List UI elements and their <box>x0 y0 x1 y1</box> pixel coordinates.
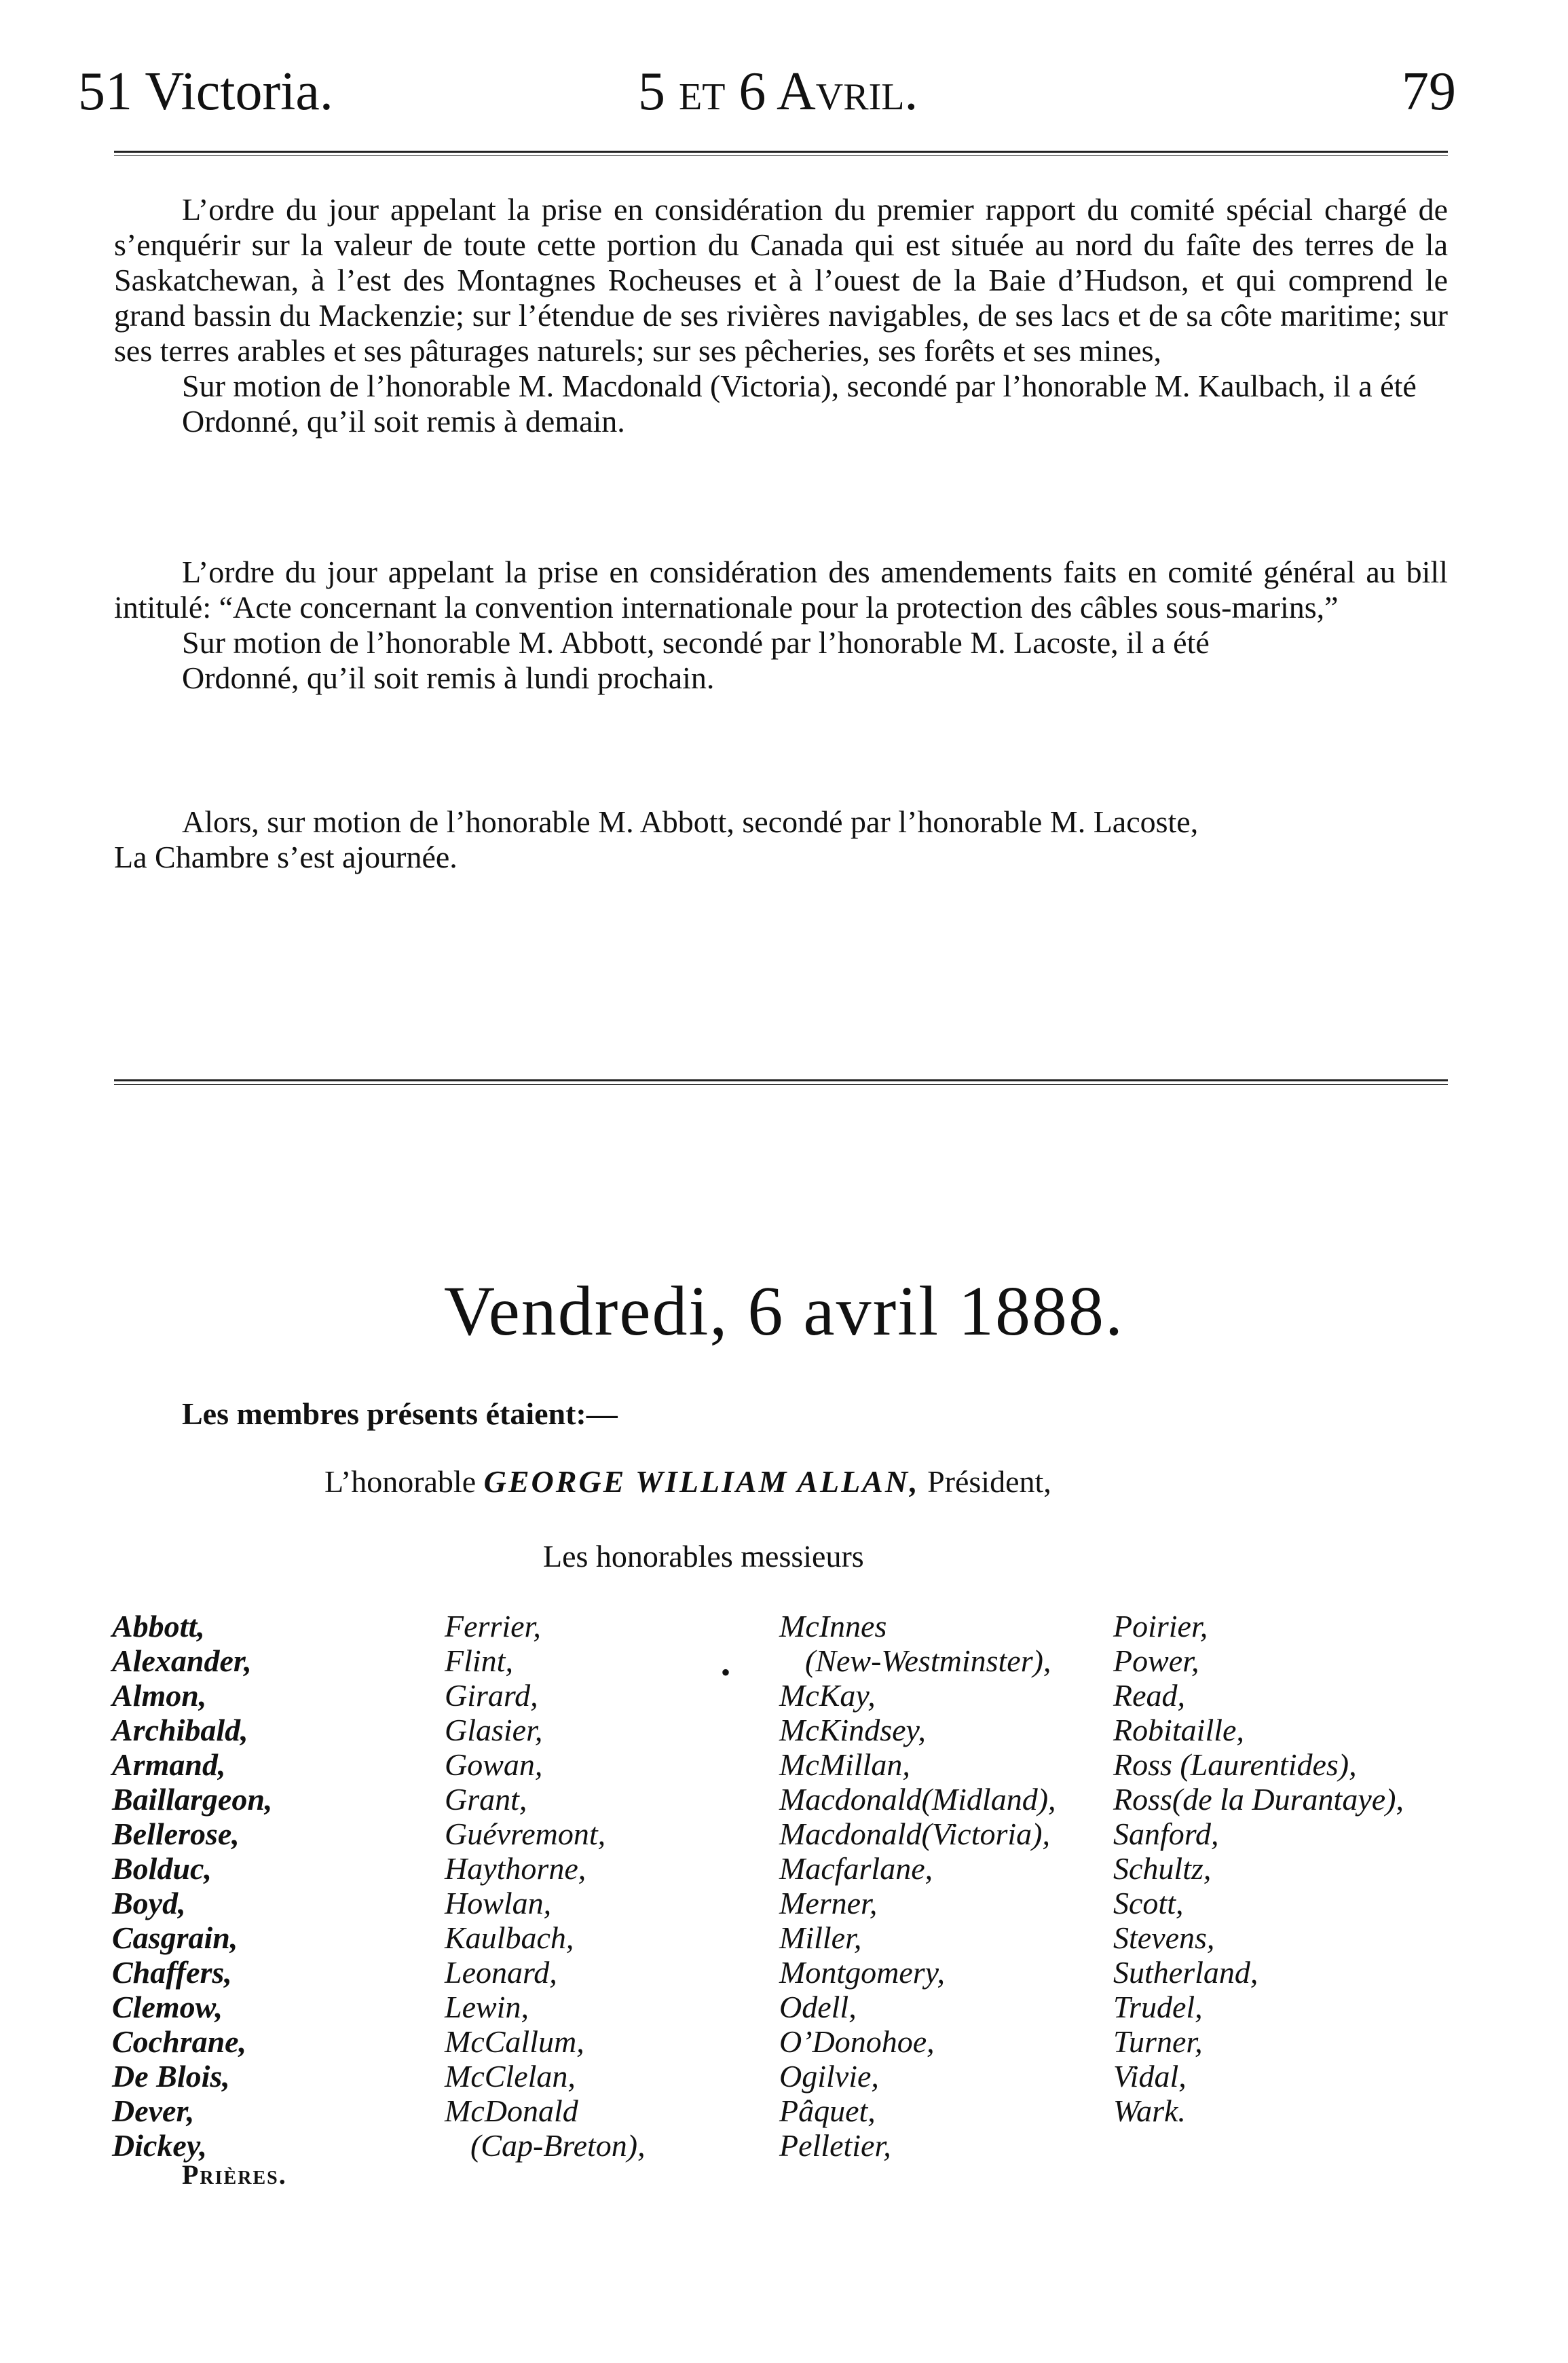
order-text: Ordonné, qu’il soit remis à lundi prochain. <box>182 660 715 695</box>
paragraph-body: L’ordre du jour appelant la prise en considération des amendements faits en comité général au bill intitulé: “Acte concernant la convention internationale pour la protection des câbles sous-marins,” <box>114 555 1448 625</box>
adjournment-result: La Chambre s’est ajournée. <box>114 840 458 874</box>
member-name: Stevens, <box>1113 1920 1215 1955</box>
member-name: Haythorne, <box>445 1851 586 1886</box>
member-name: McMillan, <box>779 1747 910 1782</box>
member-name: Abbott, <box>112 1609 205 1643</box>
member-name: Wark. <box>1113 2094 1186 2128</box>
member-name: Almon, <box>112 1678 207 1713</box>
member-name: De Blois, <box>112 2059 230 2094</box>
members-intro: Les membres présents étaient:— <box>182 1396 618 1431</box>
page-number: 79 <box>1402 62 1456 122</box>
member-name: Chaffers, <box>112 1955 232 1990</box>
president-prefix: L’honorable <box>324 1464 477 1499</box>
member-name: Boyd, <box>112 1886 186 1920</box>
session-label: 51 Victoria. <box>78 62 333 122</box>
stray-mark: • <box>721 1657 731 1688</box>
members-column-4 <box>1113 1609 1404 2128</box>
member-name: Alexander, <box>112 1643 252 1678</box>
section-divider <box>114 1079 1448 1085</box>
member-name: Merner, <box>779 1886 878 1920</box>
member-name: Archibald, <box>112 1713 248 1747</box>
member-name: Montgomery, <box>779 1955 946 1990</box>
member-name: Read, <box>1113 1678 1186 1713</box>
member-name: Scott, <box>1113 1886 1184 1920</box>
motion-text: Sur motion de l’honorable M. Abbott, secondé par l’honorable M. Lacoste, il a été <box>182 625 1210 660</box>
member-name: (New-Westminster), <box>805 1643 1051 1678</box>
member-name: Ogilvie, <box>779 2059 879 2094</box>
member-name: Baillargeon, <box>112 1782 273 1817</box>
member-name: Pâquet, <box>779 2094 876 2128</box>
motion-text: Sur motion de l’honorable M. Macdonald (Victoria), secondé par l’honorable M. Kaulbach, il a été <box>182 369 1417 403</box>
member-name: Glasier, <box>445 1713 543 1747</box>
member-name: Pelletier, <box>779 2128 891 2163</box>
session-date-heading: Vendredi, 6 avril 1888. <box>443 1272 1124 1350</box>
member-name: Guévremont, <box>445 1817 606 1851</box>
president-line <box>324 1466 1051 1497</box>
member-name: Cochrane, <box>112 2024 247 2059</box>
member-name: Girard, <box>445 1678 538 1713</box>
member-name: Kaulbach, <box>445 1920 574 1955</box>
president-name: GEORGE WILLIAM ALLAN, <box>483 1464 920 1499</box>
member-name: Turner, <box>1113 2024 1203 2059</box>
member-name: Schultz, <box>1113 1851 1212 1886</box>
paragraph-body: L’ordre du jour appelant la prise en considération du premier rapport du comité spécial chargé de s’enquérir sur la valeur de toute cette portion du Canada qui est située au nord du faîte des terres de la Saskatchewan, à l’est des Montagnes Rocheuses et à l’ouest de la Baie d’Hudson, et qui comprend le grand bassin du Mackenzie; sur l’étendue de ses rivières navigables, de ses lacs et de sa côte maritime; sur ses terres arables et ses pâturages naturels; sur ses pêcheries, ses forêts et ses mines, <box>114 192 1448 368</box>
member-name: Gowan, <box>445 1747 543 1782</box>
member-name: Grant, <box>445 1782 527 1817</box>
member-name: Lewin, <box>445 1990 529 2024</box>
order-text: Ordonné, qu’il soit remis à demain. <box>182 404 625 439</box>
adjournment <box>114 804 1448 875</box>
members-column-1 <box>112 1609 272 2163</box>
member-name: Casgrain, <box>112 1920 238 1955</box>
member-name: Ross(de la Durantaye), <box>1113 1782 1404 1817</box>
member-name: McClelan, <box>445 2059 576 2094</box>
honorables-heading: Les honorables messieurs <box>543 1539 864 1574</box>
member-name: Bellerose, <box>112 1817 240 1851</box>
member-name: (Cap-Breton), <box>470 2128 646 2163</box>
member-name: Poirier, <box>1113 1609 1208 1643</box>
order-of-day-amendments <box>114 555 1448 696</box>
member-name: Robitaille, <box>1113 1713 1244 1747</box>
member-name: Dever, <box>112 2094 195 2128</box>
member-name: Leonard, <box>445 1955 557 1990</box>
member-name: O’Donohoe, <box>779 2024 935 2059</box>
member-name: McDonald <box>445 2094 578 2128</box>
member-name: Trudel, <box>1113 1990 1203 2024</box>
member-name: Macfarlane, <box>779 1851 933 1886</box>
member-name: Armand, <box>112 1747 226 1782</box>
president-title: Président, <box>927 1464 1051 1499</box>
member-name: Vidal, <box>1113 2059 1187 2094</box>
member-name: McKindsey, <box>779 1713 926 1747</box>
member-name: McCallum, <box>445 2024 584 2059</box>
member-name: McInnes <box>779 1609 887 1643</box>
member-name: Power, <box>1113 1643 1199 1678</box>
member-name: Sanford, <box>1113 1817 1219 1851</box>
members-column-2 <box>445 1609 646 2163</box>
date-range: 5 et 6 Avril. <box>638 62 918 122</box>
member-name: Odell, <box>779 1990 857 2024</box>
prayers-heading: Prières. <box>182 2159 287 2190</box>
member-name: Ferrier, <box>445 1609 541 1643</box>
member-name: Sutherland, <box>1113 1955 1258 1990</box>
member-name: Flint, <box>445 1643 513 1678</box>
member-name: Dickey, <box>112 2128 208 2163</box>
member-name: Clemow, <box>112 1990 223 2024</box>
member-name: Macdonald(Midland), <box>779 1782 1056 1817</box>
member-name: Ross (Laurentides), <box>1113 1747 1357 1782</box>
adjournment-motion: Alors, sur motion de l’honorable M. Abbott, secondé par l’honorable M. Lacoste, <box>182 804 1199 839</box>
top-divider <box>114 151 1448 156</box>
member-name: Miller, <box>779 1920 862 1955</box>
member-name: Macdonald(Victoria), <box>779 1817 1050 1851</box>
member-name: Bolduc, <box>112 1851 212 1886</box>
order-of-day-report <box>114 192 1448 439</box>
member-name: McKay, <box>779 1678 876 1713</box>
members-column-3 <box>779 1609 1056 2163</box>
member-name: Howlan, <box>445 1886 552 1920</box>
